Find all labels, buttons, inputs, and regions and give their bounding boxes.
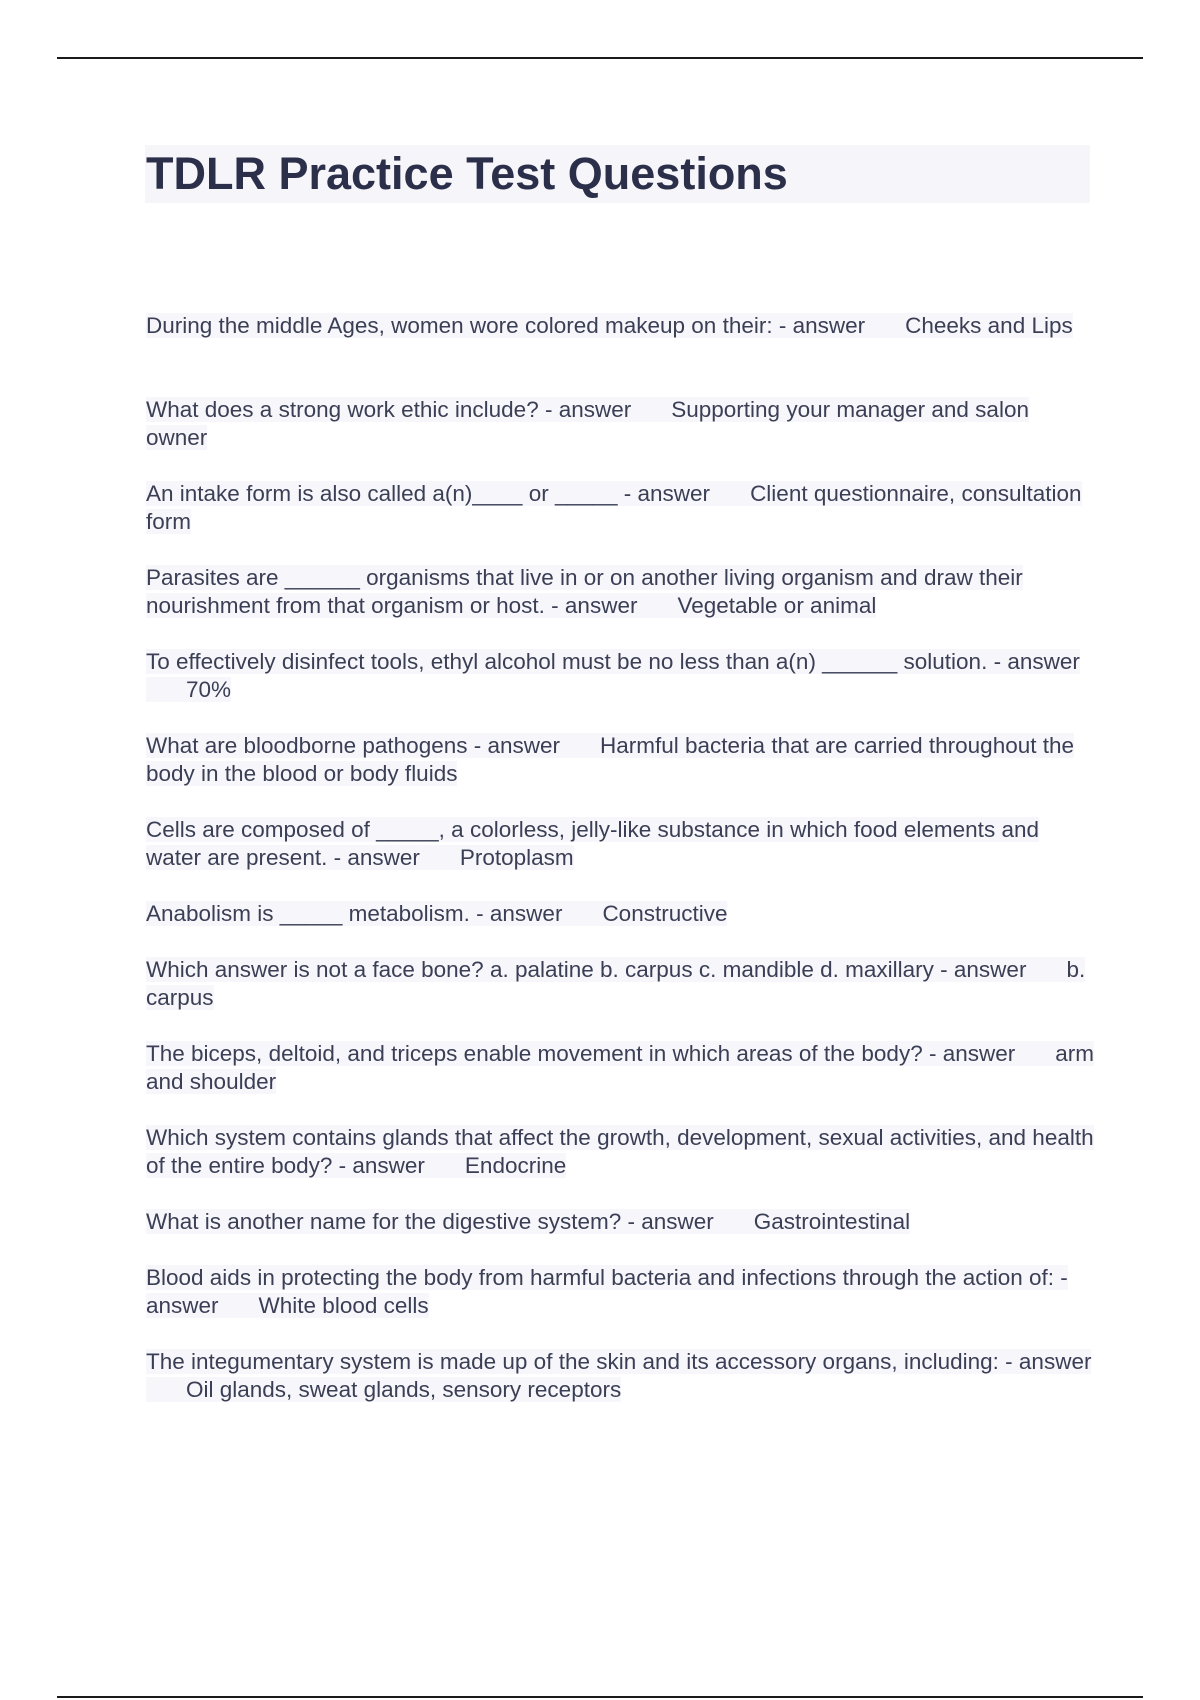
- qa-list: [146, 312, 1094, 1432]
- answer-text: Supporting your manager and salon owner: [146, 397, 1029, 450]
- qa-item: [146, 396, 1094, 480]
- qa-text: [146, 1349, 1091, 1402]
- qa-text: [146, 481, 1082, 534]
- bottom-rule: [57, 1696, 1143, 1698]
- qa-text: [146, 649, 1080, 702]
- question-text: What does a strong work ethic include? - answer: [146, 397, 632, 422]
- answer-text: Client questionnaire, consultation form: [146, 481, 1082, 534]
- question-text: Parasites are ______ organisms that live in or on another living organism and draw their nourishment from that organism or host. - answer: [146, 565, 1023, 618]
- qa-item: [146, 732, 1094, 816]
- answer-text: Vegetable or animal: [677, 593, 877, 618]
- answer-text: Cheeks and Lips: [905, 313, 1073, 338]
- question-text: Which answer is not a face bone? a. palatine b. carpus c. mandible d. maxillary - answer: [146, 957, 1027, 982]
- answer-text: arm and shoulder: [146, 1041, 1094, 1094]
- answer-text: White blood cells: [258, 1293, 429, 1318]
- qa-text: [146, 397, 1029, 450]
- answer-text: Constructive: [602, 901, 728, 926]
- qa-text: [146, 1125, 1094, 1178]
- answer-text: Gastrointestinal: [753, 1209, 911, 1234]
- answer-text: b. carpus: [146, 957, 1086, 1010]
- answer-text: Oil glands, sweat glands, sensory receptors: [186, 1377, 622, 1402]
- question-text: Anabolism is _____ metabolism. - answer: [146, 901, 563, 926]
- answer-text: 70%: [186, 677, 232, 702]
- qa-text: [146, 1209, 910, 1234]
- qa-item: [146, 900, 1094, 956]
- question-text: Blood aids in protecting the body from harmful bacteria and infections through the action of: - answer: [146, 1265, 1068, 1318]
- answer-text: Harmful bacteria that are carried throughout the body in the blood or body fluids: [146, 733, 1075, 786]
- page-title: TDLR Practice Test Questions: [146, 148, 788, 199]
- question-text: The biceps, deltoid, and triceps enable movement in which areas of the body? - answer: [146, 1041, 1016, 1066]
- qa-item: [146, 480, 1094, 564]
- top-rule: [57, 57, 1143, 59]
- qa-item: [146, 1124, 1094, 1208]
- qa-item: [146, 816, 1094, 900]
- qa-text: [146, 313, 1073, 338]
- qa-item: [146, 312, 1094, 396]
- qa-text: [146, 565, 1023, 618]
- qa-item: [146, 1348, 1094, 1432]
- qa-item: [146, 564, 1094, 648]
- qa-item: [146, 1264, 1094, 1348]
- qa-item: [146, 1040, 1094, 1124]
- answer-text: Protoplasm: [459, 845, 574, 870]
- question-text: To effectively disinfect tools, ethyl alcohol must be no less than a(n) ______ solution. - answer: [146, 649, 1080, 674]
- qa-item: [146, 648, 1094, 732]
- question-text: The integumentary system is made up of the skin and its accessory organs, including: - answer: [146, 1349, 1092, 1374]
- question-text: An intake form is also called a(n)____ or _____ - answer: [146, 481, 711, 506]
- qa-item: [146, 956, 1094, 1040]
- question-text: Which system contains glands that affect the growth, development, sexual activities, and health of the entire body? - answer: [146, 1125, 1094, 1178]
- qa-text: [146, 901, 727, 926]
- qa-text: [146, 733, 1074, 786]
- question-text: Cells are composed of _____, a colorless, jelly-like substance in which food elements and water are present. - answer: [146, 817, 1039, 870]
- question-text: What is another name for the digestive system? - answer: [146, 1209, 714, 1234]
- question-text: During the middle Ages, women wore colored makeup on their: - answer: [146, 313, 866, 338]
- qa-text: [146, 1041, 1094, 1094]
- qa-item: [146, 1208, 1094, 1264]
- answer-text: Endocrine: [464, 1153, 567, 1178]
- qa-text: [146, 957, 1085, 1010]
- qa-text: [146, 1265, 1068, 1318]
- question-text: What are bloodborne pathogens - answer: [146, 733, 561, 758]
- qa-text: [146, 817, 1039, 870]
